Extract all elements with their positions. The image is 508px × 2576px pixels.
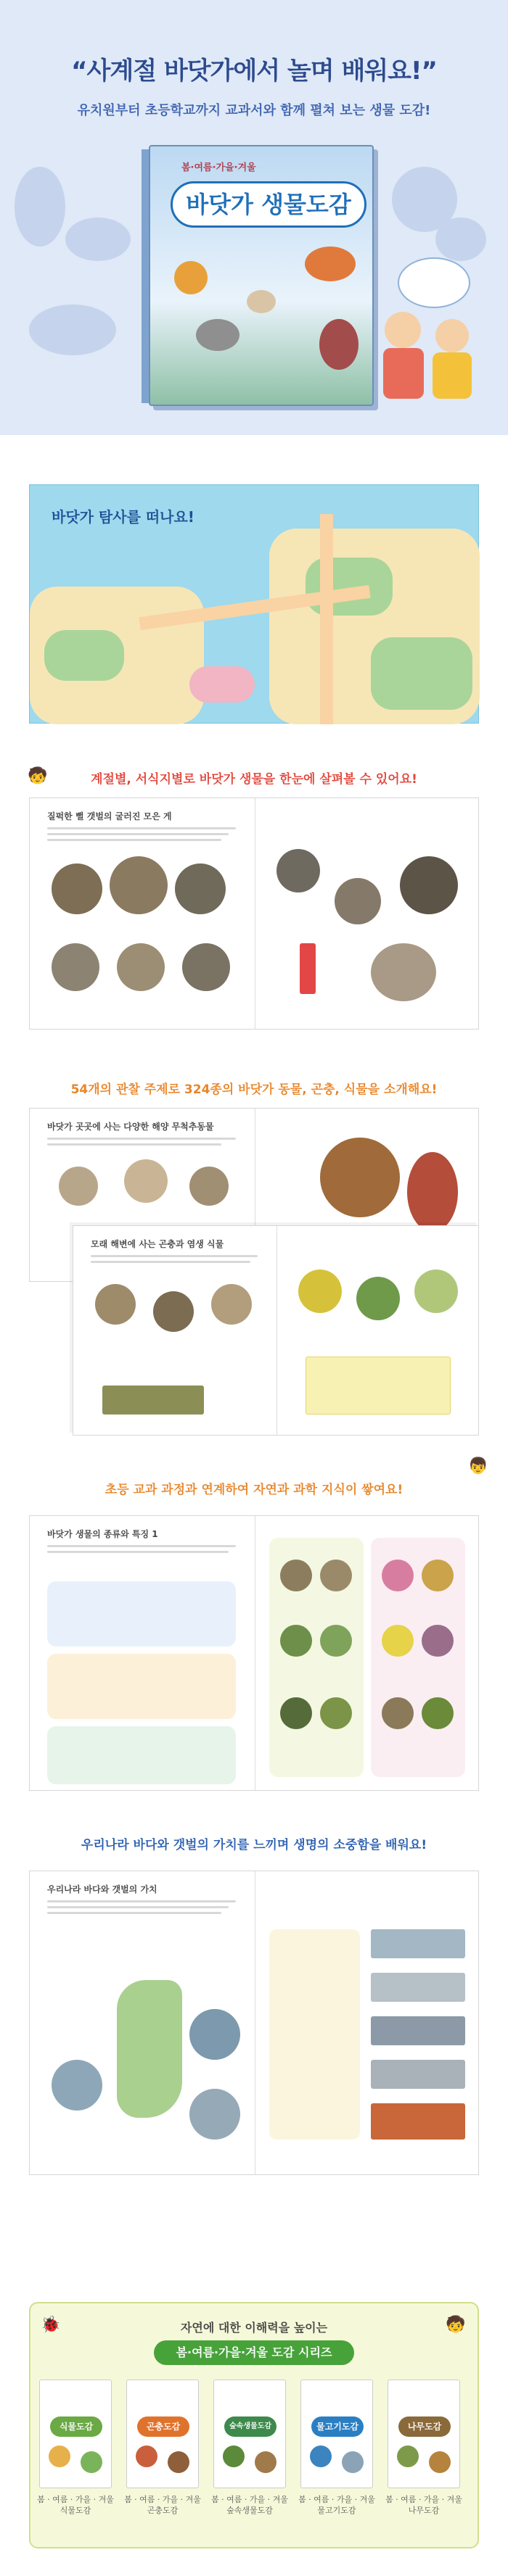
flower-photo: [422, 1697, 454, 1729]
kid-pointer-icon: 👦: [468, 1457, 488, 1475]
category-panel: [47, 1581, 236, 1647]
crab-photo: [52, 864, 102, 914]
series-label: 봄 · 여름 · 가을 · 겨울 곤충도감: [124, 2495, 201, 2515]
sweet-potato-photo: [407, 1152, 458, 1232]
crab-photo: [52, 943, 99, 991]
spread-heading-2: 바닷가 곳곳에 사는 다양한 해양 무척추동물: [47, 1122, 214, 1132]
series-label: 봄 · 여름 · 가을 · 겨울 물고기도감: [298, 2495, 375, 2515]
illustrated-map: [29, 484, 479, 724]
spread-heading-5: 우리나라 바다와 갯벌의 가치: [47, 1884, 157, 1894]
tidal-flat-photo: [189, 2089, 240, 2140]
series-book-forest[interactable]: [213, 2380, 286, 2488]
starfish-illustration: [174, 261, 208, 294]
crab-photo: [400, 856, 458, 914]
plant-photo: [280, 1625, 312, 1657]
category-panel: [47, 1726, 236, 1784]
crab-photo: [182, 943, 230, 991]
shell-photo: [124, 1159, 168, 1203]
tidal-flat-photo: [189, 2009, 240, 2060]
spread-page-4: [29, 1515, 479, 1791]
plant-photo: [320, 1697, 352, 1729]
korea-map: [117, 1980, 182, 2118]
plant-photo: [320, 1625, 352, 1657]
series-book-title: 숲속생물도감: [224, 2416, 276, 2437]
section-caption-2: 54개의 관찰 주제로 324종의 바닷가 동물, 곤충, 식물을 소개해요!: [70, 1082, 438, 1097]
spread-heading-1: 질퍽한 뻘 갯벌의 굴러진 모은 게: [47, 811, 172, 821]
tidal-flat-photo: [371, 1929, 465, 1958]
flower-photo: [382, 1697, 414, 1729]
tidal-flat-photo: [52, 2060, 102, 2111]
crab-illustration: [305, 247, 356, 281]
map-title: 바닷가 탐사를 떠나요!: [52, 508, 194, 526]
plant-photo: [298, 1270, 342, 1313]
grasshopper-photo: [102, 1386, 204, 1415]
series-book-plants[interactable]: [39, 2380, 112, 2488]
series-book-trees[interactable]: [388, 2380, 460, 2488]
speech-bubble: [398, 257, 470, 308]
bird-illustration: [196, 319, 239, 351]
kids-illustration: [377, 305, 486, 413]
series-pill: 봄·여름·가을·겨울 도감 시리즈: [154, 2340, 354, 2365]
series-label: 봄 · 여름 · 가을 · 겨울 숲속생물도감: [211, 2495, 288, 2515]
flower-photo: [422, 1625, 454, 1657]
series-book-title: 식물도감: [50, 2416, 102, 2437]
section-caption-3: 초등 교과 과정과 연계하여 자연과 과학 지식이 쌓여요!: [105, 1483, 403, 1497]
series-label: 봄 · 여름 · 가을 · 겨울 나무도감: [385, 2495, 462, 2515]
series-book-fish[interactable]: [300, 2380, 373, 2488]
insect-photo: [211, 1284, 252, 1325]
insect-photo: [95, 1284, 136, 1325]
crab-photo: [276, 849, 320, 893]
crab-photo: [175, 864, 226, 914]
plant-photo: [320, 1560, 352, 1591]
octopus-illustration: [319, 319, 359, 370]
crab-photo: [117, 943, 165, 991]
shell-illustration: [247, 290, 276, 313]
book-title: 바닷가 생물도감: [171, 181, 366, 228]
flower-photo: [382, 1625, 414, 1657]
category-panel: [47, 1654, 236, 1719]
series-kicker: 자연에 대한 이해력을 높이는: [180, 2321, 328, 2335]
plant-photo: [356, 1277, 400, 1320]
series-label: 봄 · 여름 · 가을 · 겨울 식물도감: [37, 2495, 114, 2515]
tidal-flat-photo: [371, 1973, 465, 2002]
shell-photo: [189, 1167, 229, 1206]
hero-title: “사계절 바닷가에서 놀며 배워요!”: [71, 57, 437, 86]
crab-photo: [110, 856, 168, 914]
insect-photo: [153, 1291, 194, 1332]
book-series-label: 봄·여름·가을·겨울: [181, 162, 256, 173]
plant-photo: [414, 1270, 458, 1313]
plant-photo: [280, 1560, 312, 1591]
kid-pointer-icon: 🧒: [28, 767, 48, 785]
spread-page-1: [29, 798, 479, 1030]
series-book-title: 곤충도감: [137, 2416, 189, 2437]
sunset-photo: [371, 2103, 465, 2140]
spread-heading-4: 바닷가 생물의 종류와 특징 1: [47, 1529, 158, 1539]
crab-photo: [335, 878, 381, 924]
series-book-title: 나무도감: [398, 2416, 451, 2437]
lighthouse-illustration: [300, 943, 316, 994]
series-book-title: 물고기도감: [311, 2416, 364, 2437]
series-book-insects[interactable]: [126, 2380, 199, 2488]
tidal-flat-photo: [371, 2060, 465, 2089]
hero-subtitle: 유치원부터 초등학교까지 교과서와 함께 펼쳐 보는 생물 도감!: [77, 103, 431, 118]
section-caption-4: 우리나라 바다와 갯벌의 가치를 느끼며 생명의 소중함을 배워요!: [81, 1838, 427, 1852]
crab-photo: [371, 943, 436, 1001]
flower-photo: [382, 1560, 414, 1591]
kid-pointer-icon: 🐞: [41, 2316, 61, 2334]
section-caption-1: 계절별, 서식지별로 바닷가 생물을 한눈에 살펴볼 수 있어요!: [91, 772, 417, 787]
spread-page-3: [73, 1225, 479, 1436]
plant-photo: [280, 1697, 312, 1729]
flower-photo: [422, 1560, 454, 1591]
spread-page-5: [29, 1871, 479, 2175]
spread-heading-3: 모래 해변에 사는 곤충과 염생 식물: [91, 1239, 224, 1249]
shell-photo: [59, 1167, 98, 1206]
tidal-flat-photo: [371, 2016, 465, 2045]
info-box: [269, 1929, 360, 2140]
kid-pointer-icon: 🧒: [446, 2316, 466, 2334]
plant-photo: [306, 1357, 451, 1415]
starfish-photo: [320, 1138, 400, 1217]
